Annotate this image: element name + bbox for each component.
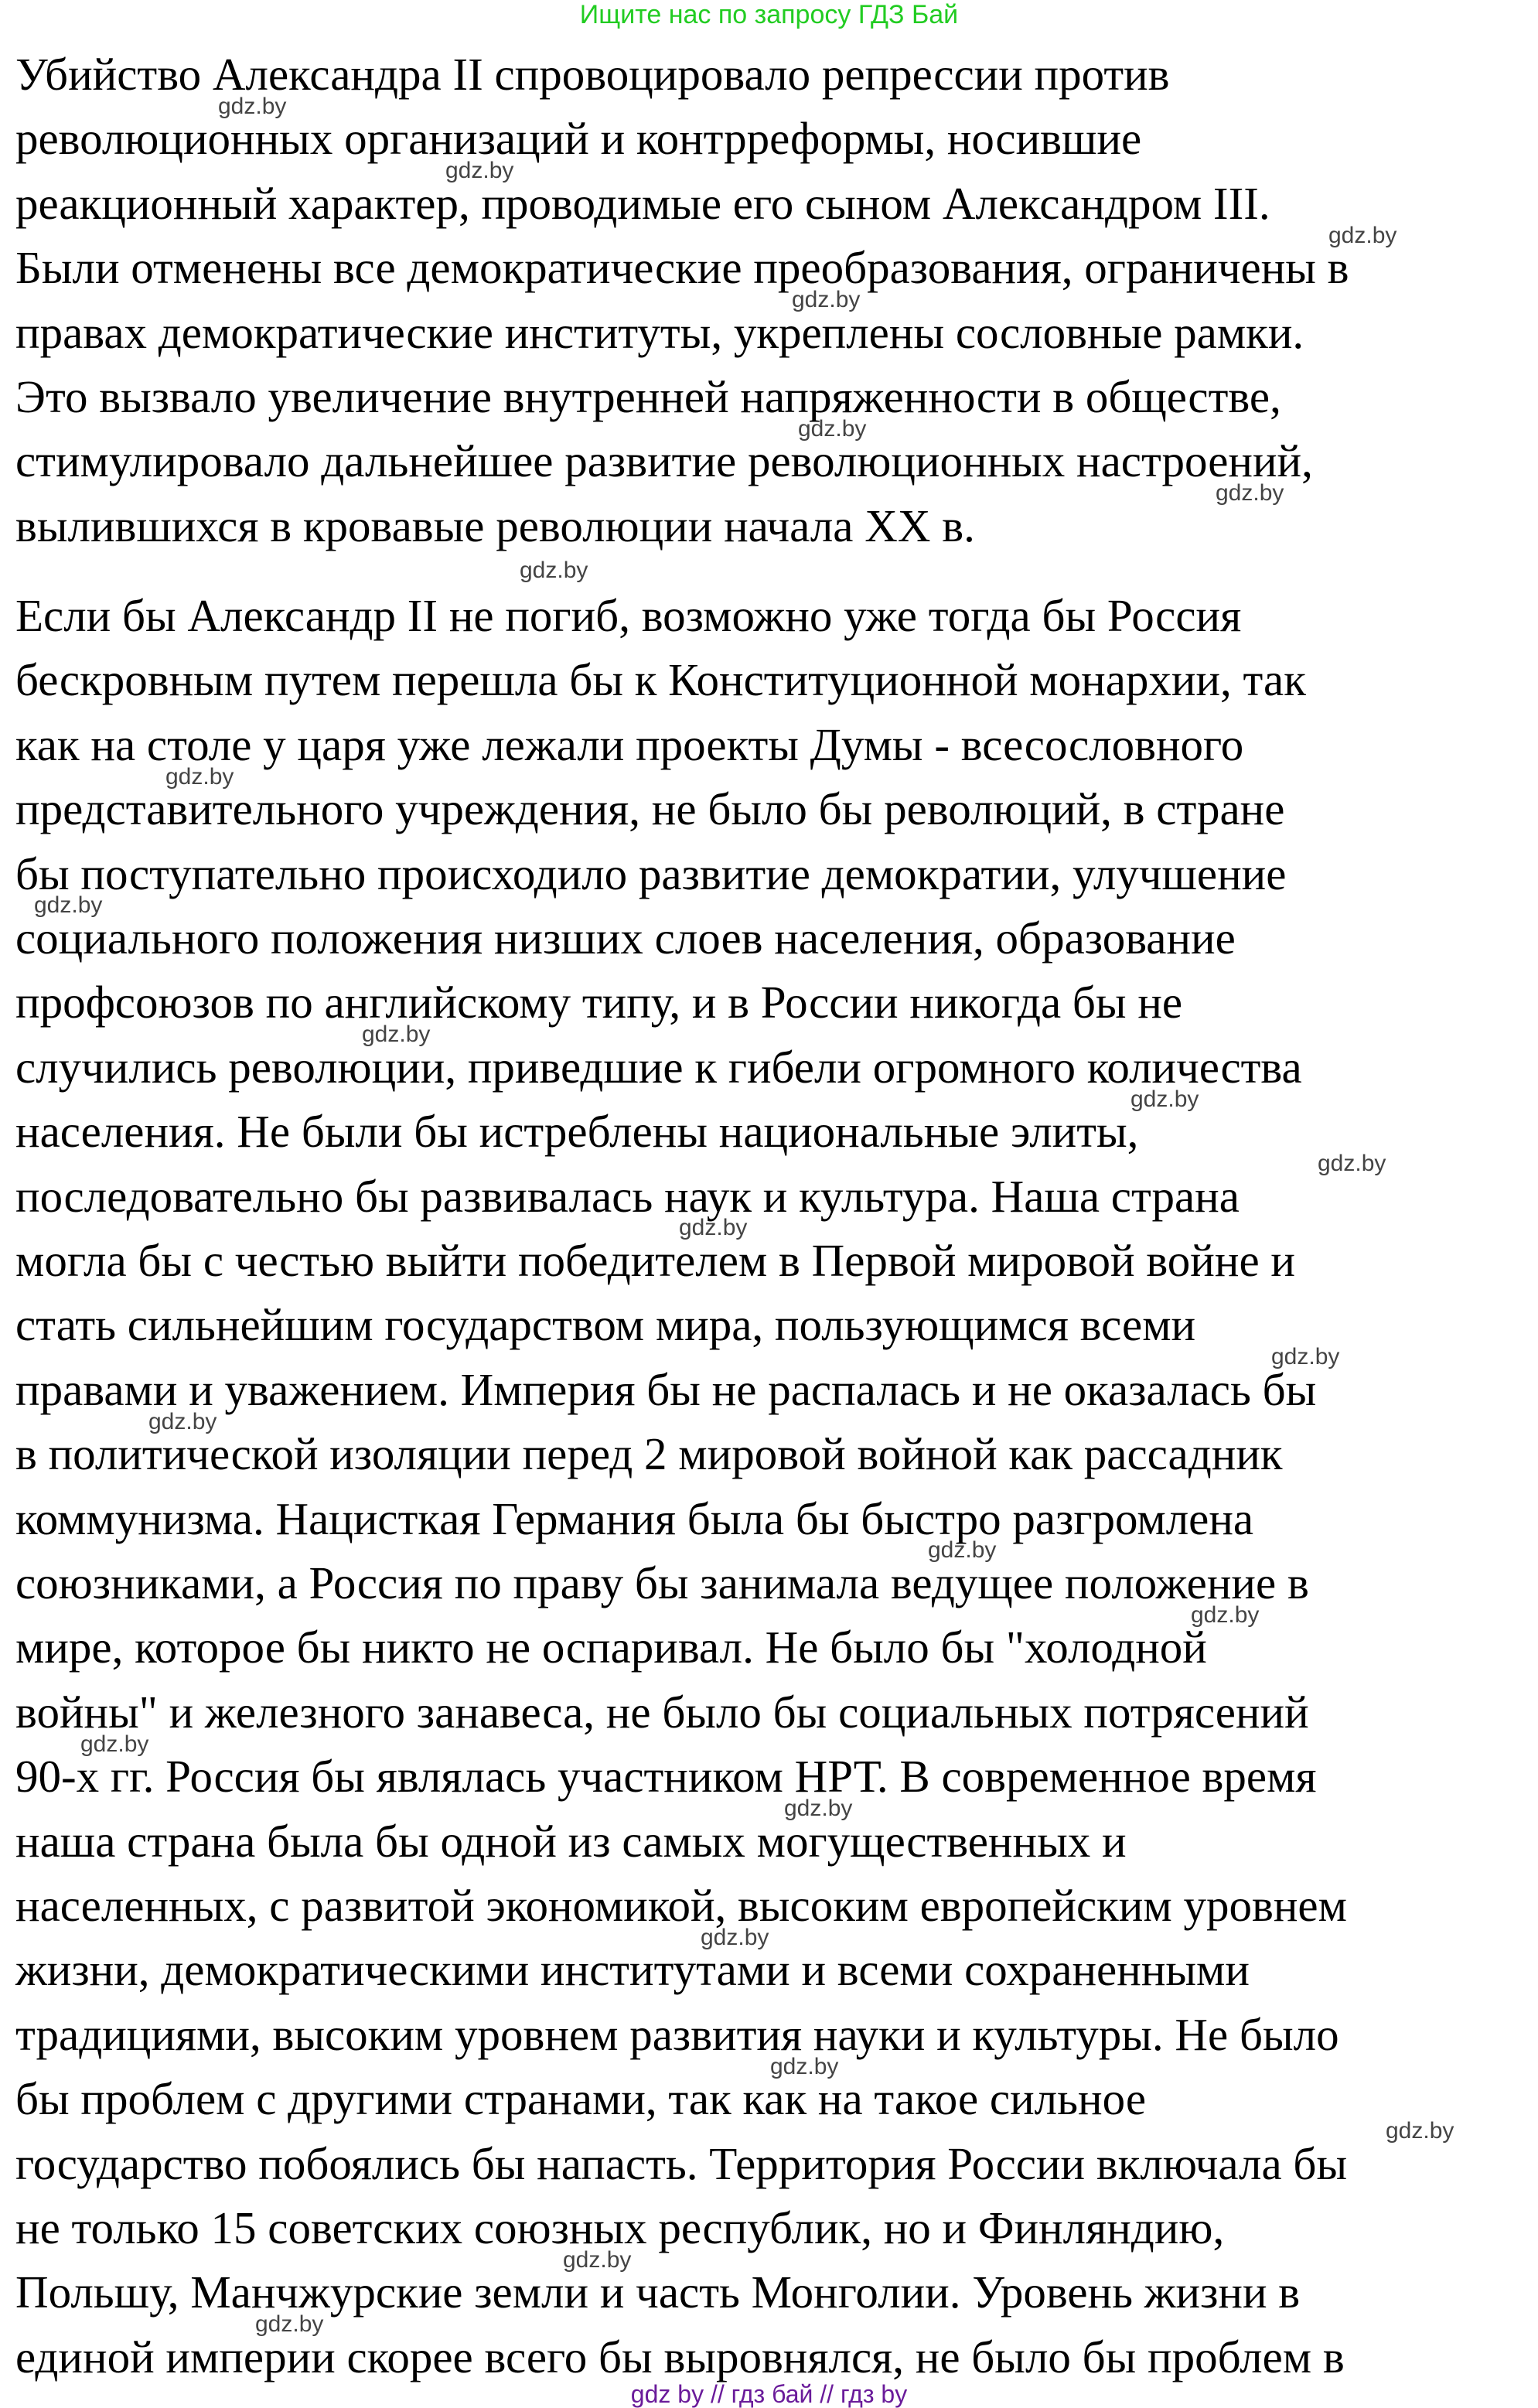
- gdz-watermark: gdz.by: [520, 557, 588, 583]
- gdz-watermark: gdz.by: [1216, 480, 1284, 506]
- gdz-watermark: gdz.by: [148, 1408, 217, 1434]
- gdz-watermark: gdz.by: [792, 286, 861, 312]
- paragraph-2-line: коммунизма. Нацисткая Германия была бы быстро разгромлена: [15, 1492, 1254, 1544]
- gdz-watermark: gdz.by: [1318, 1150, 1386, 1176]
- gdz-watermark: gdz.by: [563, 2246, 632, 2273]
- paragraph-2-line: 90-х гг. Россия бы являлась участником НРТ. В современное время: [15, 1751, 1317, 1803]
- paragraph-2-line: населенных, с развитой экономикой, высоким европейским уровнем: [15, 1880, 1347, 1931]
- paragraph-1-line: Убийство Александра II спровоцировало репрессии против: [15, 49, 1170, 100]
- paragraph-2-line: стать сильнейшим государством мира, пользующимся всеми: [15, 1299, 1196, 1351]
- paragraph-2-line: Польшу, Манчжурские земли и часть Монголии. Уровень жизни в: [15, 2266, 1301, 2318]
- gdz-watermark: gdz.by: [1191, 1601, 1260, 1628]
- paragraph-2-line: государство побоялись бы напасть. Территория России включала бы: [15, 2137, 1348, 2189]
- gdz-watermark: gdz.by: [80, 1731, 149, 1757]
- paragraph-1-line: стимулировало дальнейшее развитие революционных настроений,: [15, 435, 1313, 487]
- gdz-watermark: gdz.by: [784, 1795, 853, 1821]
- paragraph-1-line: правах демократические институты, укреплены сословные рамки.: [15, 306, 1304, 358]
- gdz-watermark: gdz.by: [1271, 1344, 1340, 1370]
- paragraph-2-line: бы поступательно происходило развитие демократии, улучшение: [15, 848, 1287, 899]
- gdz-watermark: gdz.by: [165, 763, 234, 790]
- paragraph-2-line: жизни, демократическими институтами и всеми сохраненными: [15, 1944, 1250, 1996]
- paragraph-2-line: социального положения низших слоев населения, образование: [15, 912, 1236, 964]
- gdz-watermark: gdz.by: [255, 2311, 324, 2338]
- paragraph-2-line: как на столе у царя уже лежали проекты Думы - всесословного: [15, 718, 1244, 770]
- paragraph-1-line: Были отменены все демократические преобразования, ограничены в: [15, 242, 1349, 294]
- paragraph-2-line: правами и уважением. Империя бы не распалась и не оказалась бы: [15, 1363, 1317, 1415]
- gdz-watermark: gdz.by: [679, 1215, 748, 1241]
- paragraph-2-line: последовательно бы развивалась наук и культура. Наша страна: [15, 1170, 1240, 1222]
- paragraph-1-line: революционных организаций и контрреформы, носившие: [15, 113, 1142, 165]
- gdz-watermark: gdz.by: [1386, 2117, 1454, 2144]
- gdz-watermark: gdz.by: [1328, 222, 1397, 248]
- paragraph-1-line: реакционный характер, проводимые его сыном Александром III.: [15, 177, 1270, 229]
- paragraph-2-line: населения. Не были бы истреблены национальные элиты,: [15, 1106, 1139, 1158]
- paragraph-2-line: случились революции, приведшие к гибели огромного количества: [15, 1041, 1302, 1093]
- paragraph-1-line: вылившихся в кровавые революции начала XX в.: [15, 500, 975, 551]
- paragraph-2-line: могла бы с честью выйти победителем в Первой мировой войне и: [15, 1235, 1295, 1286]
- paragraph-2-line: Если бы Александр II не погиб, возможно уже тогда бы Россия: [15, 590, 1242, 641]
- gdz-watermark: gdz.by: [34, 892, 103, 919]
- paragraph-2-line: мире, которое бы никто не оспаривал. Не было бы "холодной: [15, 1622, 1207, 1673]
- footer-watermark: gdz by // гдз бай // гдз by: [630, 2380, 908, 2408]
- search-hint-banner: Ищите нас по запросу ГДЗ Бай: [579, 0, 959, 29]
- paragraph-2-line: бескровным путем перешла бы к Конституционной монархии, так: [15, 654, 1306, 706]
- gdz-watermark: gdz.by: [362, 1022, 431, 1048]
- paragraph-2-line: единой империи скорее всего бы выровнялся, не было бы проблем в: [15, 2331, 1345, 2382]
- paragraph-2-line: профсоюзов по английскому типу, и в России никогда бы не: [15, 977, 1183, 1028]
- gdz-watermark: gdz.by: [1130, 1086, 1199, 1112]
- paragraph-2-line: традициями, высоким уровнем развития науки и культуры. Не было: [15, 2008, 1339, 2060]
- gdz-watermark: gdz.by: [798, 415, 867, 442]
- gdz-watermark: gdz.by: [445, 158, 514, 184]
- paragraph-2-line: представительного учреждения, не было бы революций, в стране: [15, 783, 1285, 835]
- paragraph-2-line: в политической изоляции перед 2 мировой войной как рассадник: [15, 1428, 1283, 1480]
- paragraph-2-line: не только 15 советских союзных республик, но и Финляндию,: [15, 2202, 1225, 2253]
- paragraph-1-line: Это вызвало увеличение внутренней напряженности в обществе,: [15, 371, 1281, 422]
- gdz-watermark: gdz.by: [218, 93, 287, 119]
- gdz-watermark: gdz.by: [928, 1537, 997, 1564]
- paragraph-2-line: наша страна была бы одной из самых могущественных и: [15, 1815, 1127, 1867]
- gdz-watermark: gdz.by: [770, 2053, 839, 2079]
- gdz-watermark: gdz.by: [701, 1924, 769, 1950]
- paragraph-2-line: союзниками, а Россия по праву бы занимала ведущее положение в: [15, 1557, 1309, 1608]
- paragraph-2-line: войны" и железного занавеса, не было бы социальных потрясений: [15, 1686, 1309, 1738]
- paragraph-2-line: бы проблем с другими странами, так как на такое сильное: [15, 2073, 1147, 2125]
